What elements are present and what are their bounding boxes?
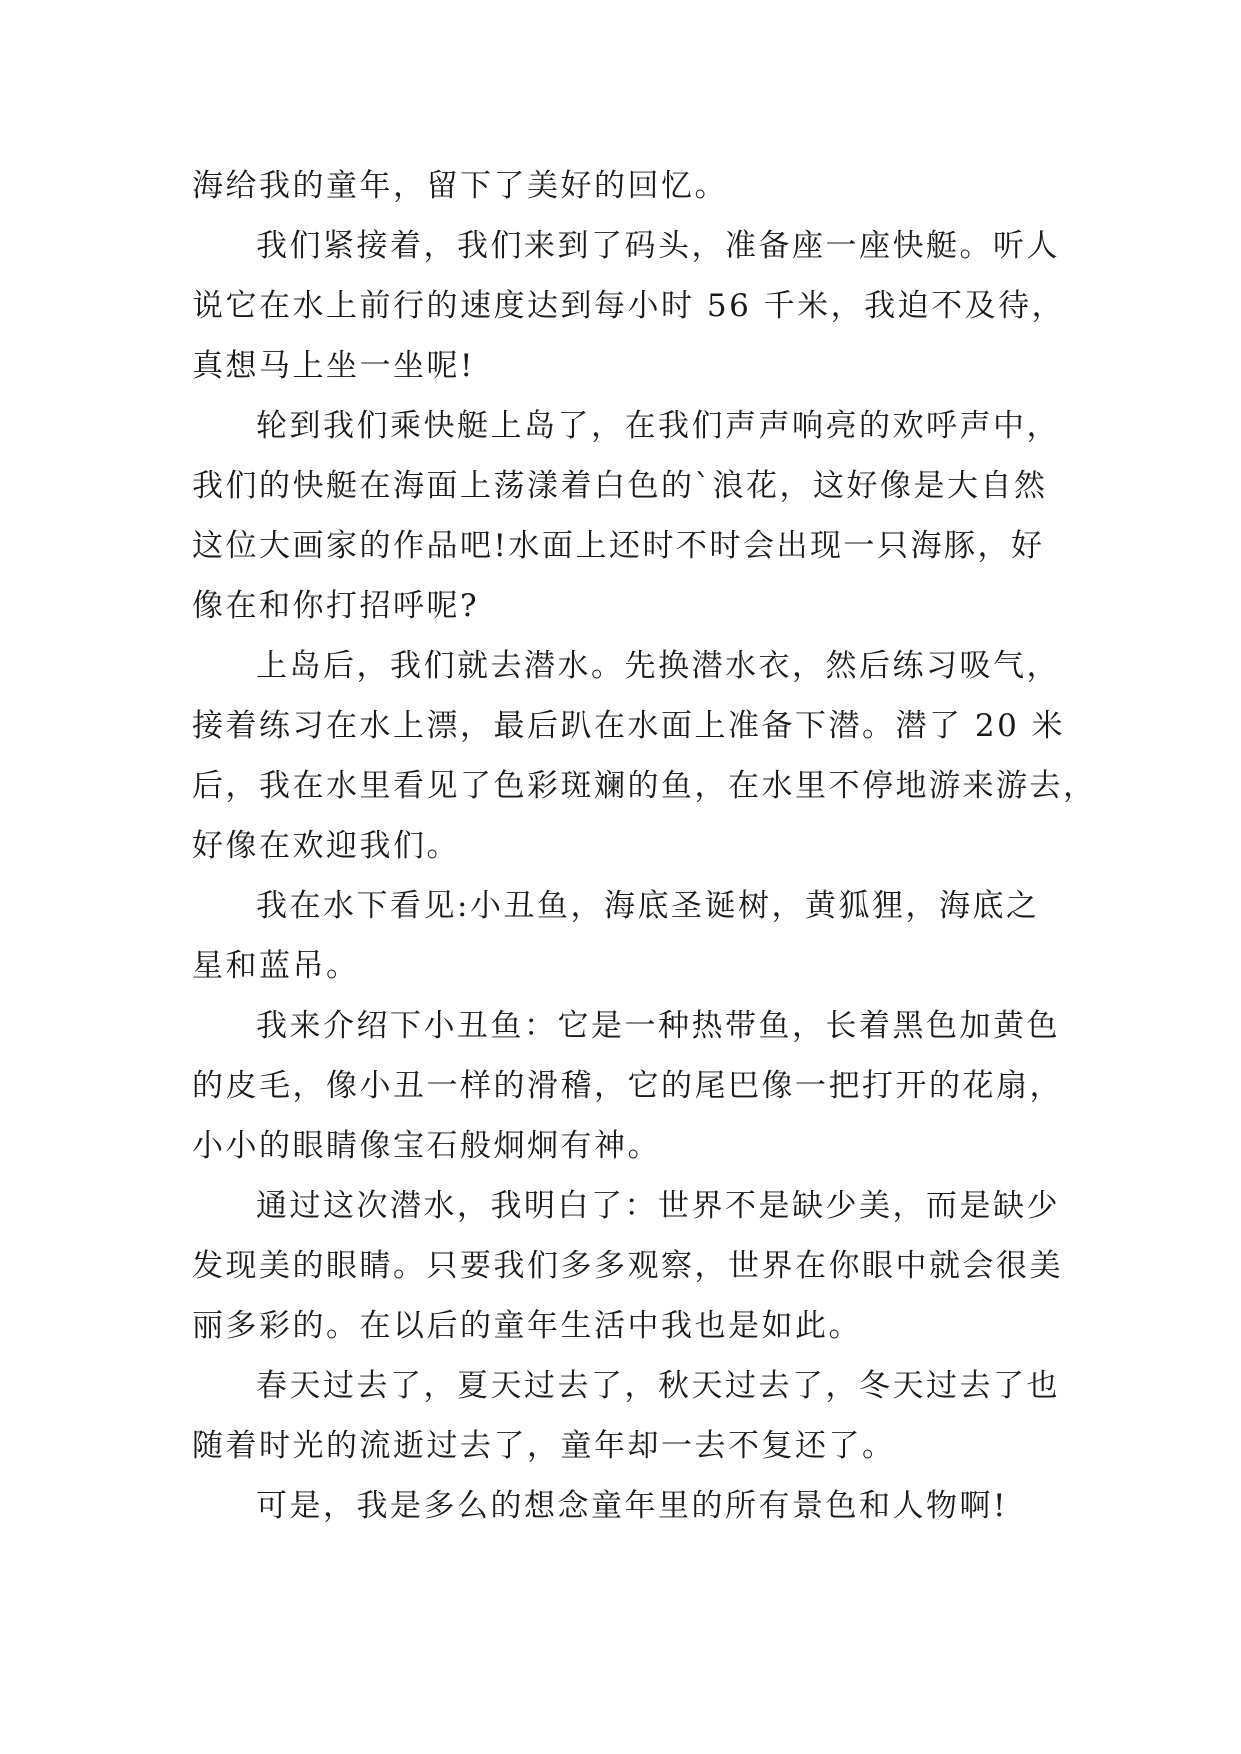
text-line: 通过这次潜水，我明白了：世界不是缺少美，而是缺少 (256, 1188, 1060, 1224)
text-line: 可是，我是多么的想念童年里的所有景色和人物啊! (256, 1488, 1008, 1524)
text-line: 轮到我们乘快艇上岛了，在我们声声响亮的欢呼声中， (256, 408, 1060, 444)
text-line: 像在和你打招呼呢? (192, 588, 480, 624)
text-line: 真想马上坐一坐呢! (192, 348, 475, 384)
text-line: 春天过去了，夏天过去了，秋天过去了，冬天过去了也 (256, 1368, 1060, 1404)
text-line: 我来介绍下小丑鱼：它是一种热带鱼，长着黑色加黄色 (256, 1008, 1060, 1044)
text-line: 上岛后，我们就去潜水。先换潜水衣，然后练习吸气， (256, 648, 1060, 684)
text-line: 我在水下看见:小丑鱼，海底圣诞树，黄狐狸，海底之 (256, 888, 1040, 924)
text-line: 发现美的眼睛。只要我们多多观察，世界在你眼中就会很美 (192, 1248, 1063, 1284)
text-line: 好像在欢迎我们。 (192, 828, 460, 864)
text-line: 接着练习在水上漂，最后趴在水面上准备下潜。潜了 20 米 (192, 708, 1066, 744)
text-line: 海给我的童年，留下了美好的回忆。 (192, 168, 728, 204)
text-line: 丽多彩的。在以后的童年生活中我也是如此。 (192, 1308, 862, 1344)
text-line: 这位大画家的作品吧!水面上还时不时会出现一只海豚，好 (192, 528, 1045, 564)
text-line: 小小的眼睛像宝石般炯炯有神。 (192, 1128, 661, 1164)
essay-body (192, 156, 1097, 1536)
text-line: 我们紧接着，我们来到了码头，准备座一座快艇。听人 (256, 228, 1060, 264)
text-line: 随着时光的流逝过去了，童年却一去不复还了。 (192, 1428, 896, 1464)
text-line: 后，我在水里看见了色彩斑斓的鱼，在水里不停地游来游去， (192, 768, 1097, 804)
text-line: 我们的快艇在海面上荡漾着白色的`浪花，这好像是大自然 (192, 468, 1048, 504)
text-line: 说它在水上前行的速度达到每小时 56 千米，我迫不及待， (192, 288, 1066, 324)
text-line: 星和蓝吊。 (192, 948, 360, 984)
text-line: 的皮毛，像小丑一样的滑稽，它的尾巴像一把打开的花扇， (192, 1068, 1063, 1104)
